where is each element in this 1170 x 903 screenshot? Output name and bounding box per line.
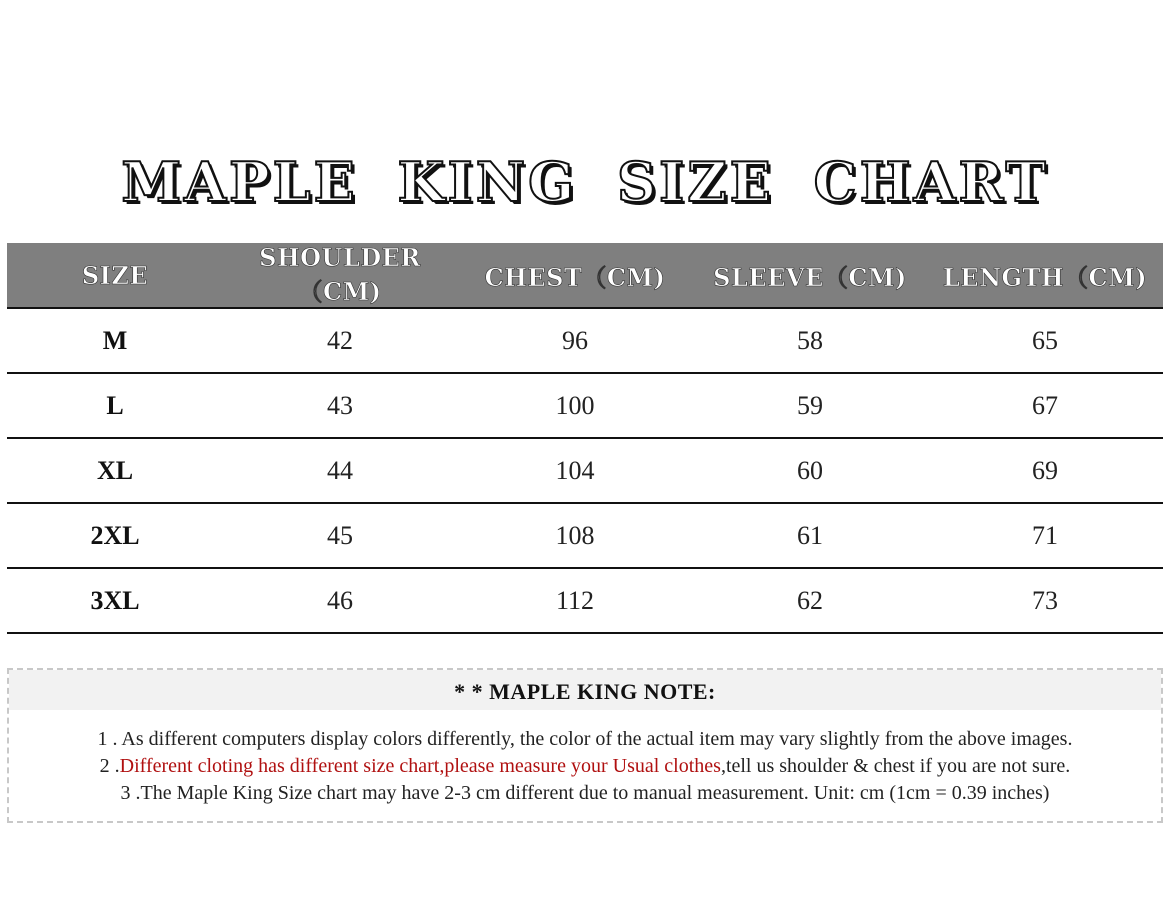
table-row	[7, 504, 1163, 569]
cell-sleeve: 59	[797, 390, 823, 420]
cell-shoulder: 45	[327, 520, 353, 550]
note-lines	[9, 710, 1161, 807]
cell-shoulder: 42	[327, 325, 353, 355]
table-row	[7, 309, 1163, 374]
cell-sleeve: 61	[797, 520, 823, 550]
cell-length: 67	[1032, 390, 1058, 420]
cell-length: 69	[1032, 455, 1058, 485]
cell-shoulder: 43	[327, 390, 353, 420]
cell-size: M	[102, 325, 128, 355]
note-line-2-prefix: 2 .	[99, 755, 120, 777]
cell-size: XL	[96, 455, 134, 485]
note-line-2	[9, 753, 1161, 780]
cell-sleeve: 58	[797, 325, 823, 355]
note-box	[7, 668, 1163, 823]
cell-size: L	[106, 390, 124, 420]
table-row	[7, 374, 1163, 439]
cell-size: 2XL	[90, 520, 140, 550]
header-sleeve: SLEEVE（CM)	[713, 262, 907, 292]
header-shoulder: SHOULDER（CM)	[259, 243, 421, 306]
page-title: MAPLE KING SIZE CHART	[121, 150, 1049, 214]
note-line-1: 1 . As different computers display colors differently, the color of the actual item may vary slightly from the above images.	[97, 728, 1073, 750]
note-heading: * * MAPLE KING NOTE:	[9, 670, 1161, 710]
note-line-2-highlight: Different cloting has different size chart,please measure your Usual clothes	[119, 755, 721, 777]
cell-chest: 108	[555, 520, 595, 550]
table-row	[7, 439, 1163, 504]
cell-chest: 104	[555, 455, 595, 485]
cell-length: 73	[1032, 585, 1058, 615]
size-chart-table	[7, 243, 1163, 634]
cell-size: 3XL	[90, 585, 140, 615]
cell-sleeve: 60	[797, 455, 823, 485]
header-size: SIZE	[81, 260, 149, 290]
cell-shoulder: 46	[327, 585, 353, 615]
note-line-3: 3 .The Maple King Size chart may have 2-3 cm different due to manual measurement. Unit: cm (1cm = 0.39 inches)	[120, 782, 1050, 804]
cell-length: 65	[1032, 325, 1058, 355]
note-line-2-rest: ,tell us shoulder & chest if you are not sure.	[720, 755, 1071, 777]
cell-chest: 96	[562, 325, 588, 355]
cell-length: 71	[1032, 520, 1058, 550]
table-row	[7, 569, 1163, 634]
cell-shoulder: 44	[327, 455, 353, 485]
cell-sleeve: 62	[797, 585, 823, 615]
header-chest: CHEST（CM)	[484, 262, 666, 292]
header-length: LENGTH（CM)	[942, 262, 1148, 292]
cell-chest: 112	[555, 585, 595, 615]
table-header-row	[7, 243, 1163, 309]
cell-chest: 100	[555, 390, 595, 420]
